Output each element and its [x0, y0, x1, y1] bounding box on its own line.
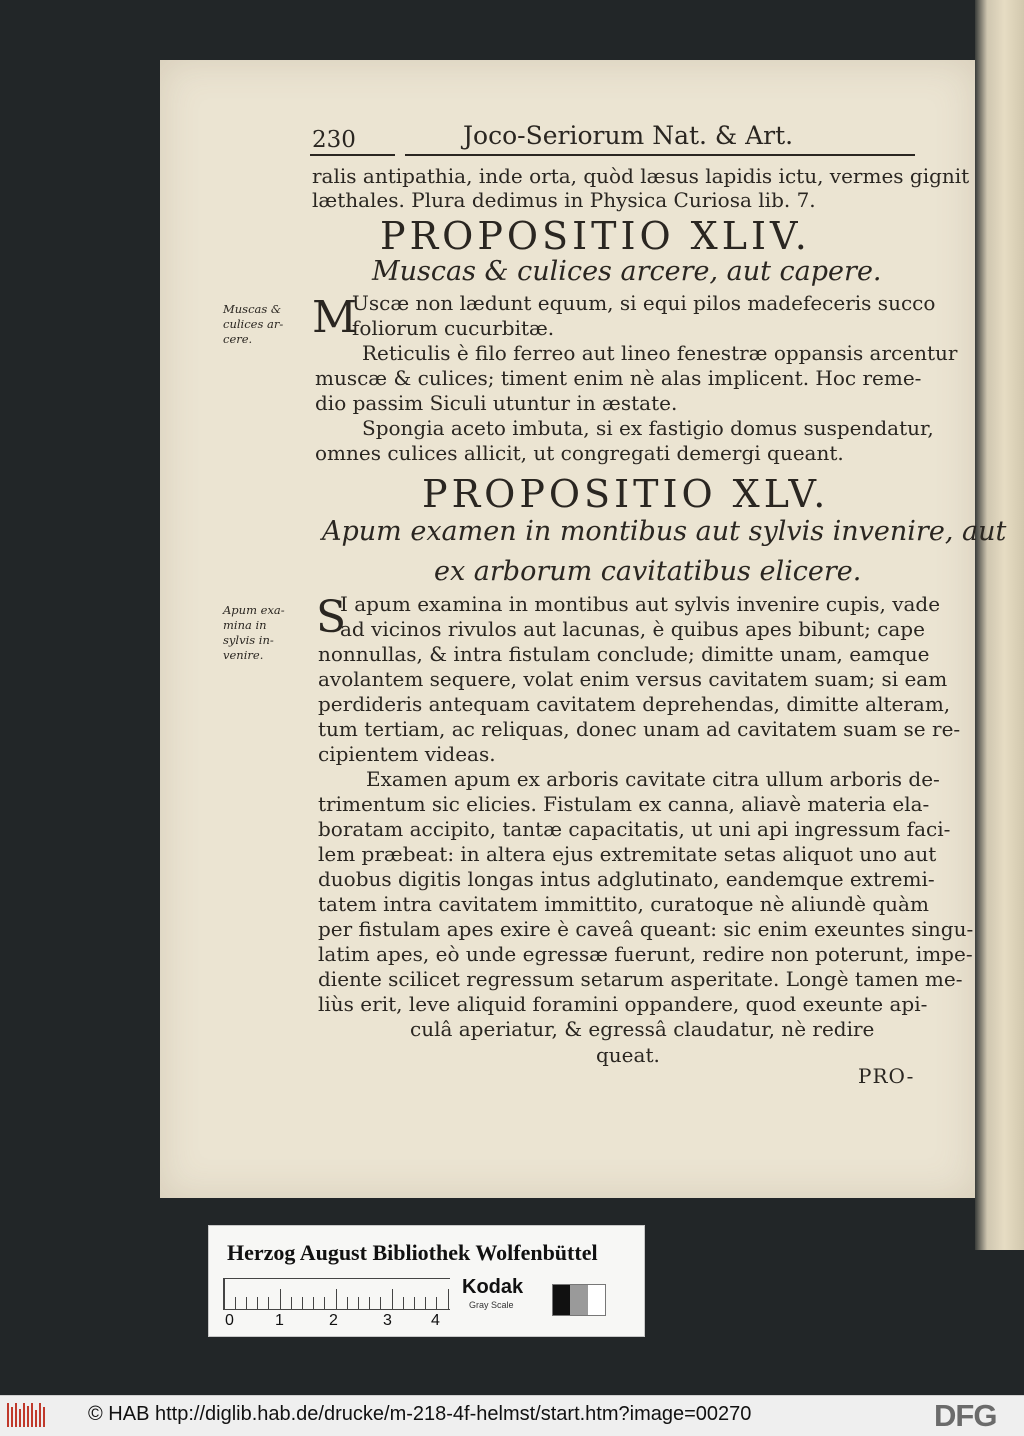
text-line: duobus digitis longas intus adglutinato, eandemque extremi- — [318, 867, 935, 891]
ruler-tick — [358, 1297, 359, 1309]
copyright-link[interactable]: © HAB http://diglib.hab.de/drucke/m-218-4f-helmst/start.htm?image=00270 — [88, 1403, 752, 1425]
ruler-tick — [235, 1297, 236, 1309]
ruler-number: 4 — [431, 1312, 440, 1329]
ruler-tick — [257, 1297, 258, 1309]
marginal-line: culices ar- — [223, 317, 284, 331]
text-line: lem præbeat: in altera ejus extremitate setas aliquot uno aut — [318, 842, 937, 866]
kodak-logo: Kodak — [462, 1276, 524, 1298]
text-line: per fistulam apes exire è caveâ queant: sic enim exeuntes singu- — [318, 917, 974, 941]
text-line: foliorum cucurbitæ. — [352, 316, 555, 340]
gray-scale-label: Gray Scale — [469, 1300, 514, 1310]
text-line: Uscæ non lædunt equum, si equi pilos madefeceris succo — [352, 291, 936, 315]
text-line: cipientem videas. — [318, 742, 496, 766]
marginal-line: sylvis in- — [223, 633, 274, 647]
marginal-line: venire. — [223, 648, 264, 662]
head-rule-left — [310, 154, 395, 156]
text-line: culâ aperiatur, & egressâ claudatur, nè redire — [410, 1017, 875, 1041]
text-line: avolantem sequere, volat enim versus cavitatem suam; si eam — [318, 667, 948, 691]
text-line: læthales. Plura dedimus in Physica Curiosa lib. 7. — [312, 188, 816, 212]
ruler-number: 0 — [225, 1312, 234, 1329]
ruler-tick — [403, 1297, 404, 1309]
text-line: queat. — [596, 1043, 660, 1067]
marginal-line: Apum exa- — [223, 603, 285, 617]
measurement-ruler — [223, 1278, 450, 1310]
swatch-gray — [570, 1285, 587, 1315]
ruler-tick — [336, 1289, 337, 1309]
marginal-line: Muscas & — [223, 302, 282, 316]
proposition-subheading: Apum examen in montibus aut sylvis invenire, aut — [322, 516, 1007, 547]
text-line: latim apes, eò unde egressæ fuerunt, redire non poterunt, impe- — [318, 942, 973, 966]
head-rule-right — [405, 154, 915, 156]
drop-initial: S — [316, 592, 347, 643]
proposition-subheading: ex arborum cavitatibus elicere. — [434, 556, 862, 587]
ruler-tick — [268, 1297, 269, 1309]
ruler-tick — [347, 1297, 348, 1309]
ruler-number: 3 — [383, 1312, 392, 1329]
marginal-line: cere. — [223, 332, 253, 346]
text-line: Reticulis è filo ferreo aut lineo fenestræ oppansis arcentur — [362, 341, 958, 365]
text-line: tatem intra cavitatem immittito, curatoque nè aliundè quàm — [318, 892, 929, 916]
page-number: 230 — [312, 127, 356, 153]
text-line: Examen apum ex arboris cavitate citra ullum arboris de- — [366, 767, 940, 791]
ruler-tick — [302, 1297, 303, 1309]
text-line: tum tertiam, ac reliquas, donec unam ad cavitatem suam se re- — [318, 717, 961, 741]
text-line: I apum examina in montibus aut sylvis invenire cupis, vade — [340, 592, 941, 616]
ruler-tick — [246, 1297, 247, 1309]
gray-scale-swatches — [552, 1284, 606, 1316]
text-line: Spongia aceto imbuta, si ex fastigio domus suspendatur, — [362, 416, 934, 440]
marginal-line: mina in — [223, 618, 267, 632]
ruler-tick — [436, 1297, 437, 1309]
ruler-tick — [414, 1297, 415, 1309]
text-line: trimentum sic elicies. Fistulam ex canna, aliavè materia ela- — [318, 792, 930, 816]
library-name: Herzog August Bibliothek Wolfenbüttel — [227, 1240, 598, 1265]
text-line: ad vicinos rivulos aut lacunas, è quibus apes bibunt; cape — [340, 617, 925, 641]
ruler-tick — [425, 1297, 426, 1309]
ruler-tick — [380, 1297, 381, 1309]
ruler-number: 1 — [275, 1312, 284, 1329]
text-line: ralis antipathia, inde orta, quòd læsus lapidis ictu, vermes gignit — [312, 164, 970, 188]
scale-card — [208, 1225, 645, 1337]
text-line: dio passim Siculi utuntur in æstate. — [315, 391, 678, 415]
text-line: diente scilicet regressum setarum asperitate. Longè tamen me- — [318, 967, 963, 991]
catchword: PRO- — [858, 1064, 915, 1088]
ruler-tick — [280, 1289, 281, 1309]
drop-initial: M — [312, 292, 358, 343]
marginal-note — [223, 302, 283, 347]
proposition-heading: PROPOSITIO XLV. — [422, 472, 830, 516]
dfg-logo: DFG — [934, 1398, 997, 1433]
footer-bar — [0, 1395, 1024, 1436]
text-line: boratam accipito, tantæ capacitatis, ut uni api ingressum faci- — [318, 817, 951, 841]
running-head: Joco-Seriorum Nat. & Art. — [463, 121, 794, 150]
marginal-note — [223, 603, 285, 663]
text-line: muscæ & culices; timent enim nè alas implicent. Hoc reme- — [315, 366, 922, 390]
ruler-tick — [324, 1297, 325, 1309]
ruler-tick — [224, 1279, 225, 1309]
adjacent-page-edge — [975, 0, 1024, 1250]
swatch-black — [553, 1285, 570, 1315]
text-line: omnes culices allicit, ut congregati demergi queant. — [315, 441, 844, 465]
ruler-tick — [313, 1297, 314, 1309]
ruler-number: 2 — [329, 1312, 338, 1329]
text-line: perdideris antequam cavitatem deprehendas, dimitte alteram, — [318, 692, 951, 716]
proposition-heading: PROPOSITIO XLIV. — [380, 214, 811, 258]
ruler-tick — [291, 1297, 292, 1309]
barcode-icon — [6, 1401, 48, 1429]
proposition-subheading: Muscas & culices arcere, aut capere. — [372, 256, 882, 287]
swatch-white — [588, 1285, 605, 1315]
text-line: liùs erit, leve aliquid foramini oppandere, quod exeunte api- — [318, 992, 928, 1016]
ruler-tick — [392, 1289, 393, 1309]
text-line: nonnullas, & intra fistulam conclude; dimitte unam, eamque — [318, 642, 930, 666]
ruler-tick — [448, 1289, 449, 1309]
ruler-tick — [369, 1297, 370, 1309]
